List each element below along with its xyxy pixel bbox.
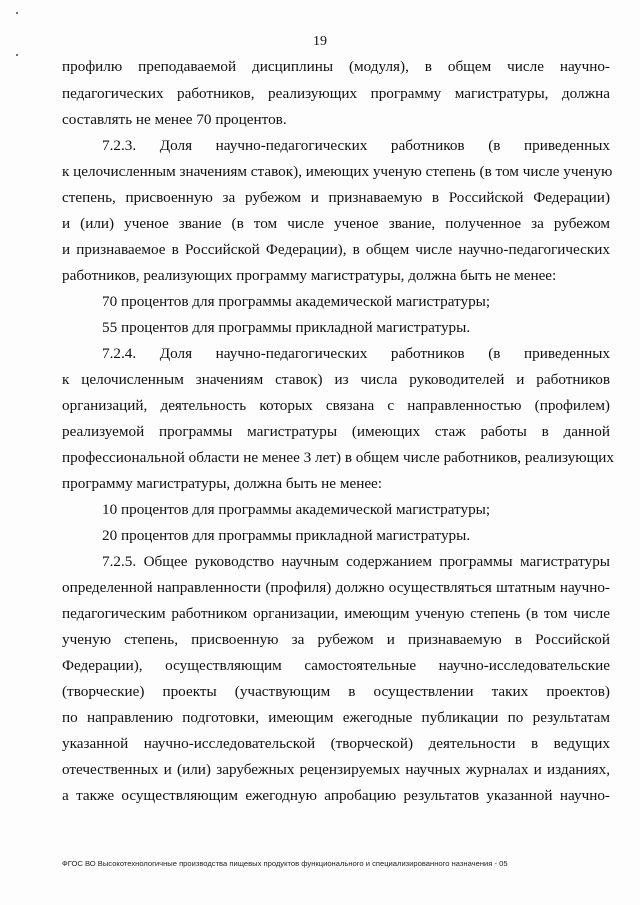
text-line: и признаваемое в Российской Федерации), в общем числе научно-педагогических xyxy=(62,241,610,258)
text-line: к целочисленным значениям ставок), имеющих ученую степень (в том числе ученую xyxy=(62,163,613,180)
text-line: степень, присвоенную за рубежом и признаваемую в Российской Федерации) xyxy=(62,189,610,206)
text-line: по направлению подготовки, имеющим ежегодные публикации по результатам xyxy=(62,709,610,726)
text-line: 55 процентов для программы прикладной магистратуры. xyxy=(102,319,471,336)
text-line: профессиональной области не менее 3 лет) в общем числе работников, реализующих xyxy=(62,449,615,466)
text-line: 10 процентов для программы академической магистратуры; xyxy=(102,501,491,518)
text-line: 7.2.3. Доля научно-педагогических работников (в приведенных xyxy=(102,137,610,154)
text-line: 70 процентов для программы академической магистратуры; xyxy=(102,293,491,310)
text-line: отечественных и (или) зарубежных рецензируемых научных журналах и изданиях, xyxy=(62,761,610,778)
text-line: 7.2.4. Доля научно-педагогических работников (в приведенных xyxy=(102,345,610,362)
page-footer: ФГОС ВО Высокотехнологичные производства пищевых продуктов функционального и специализированного назначения - 05 xyxy=(62,859,508,868)
text-line: 20 процентов для программы прикладной магистратуры. xyxy=(102,527,471,544)
text-line: а также осуществляющим ежегодную апробацию результатов указанной научно- xyxy=(62,787,610,804)
scan-speck xyxy=(16,12,18,14)
text-line: к целочисленным значениям ставок) из числа руководителей и работников xyxy=(62,371,610,388)
text-line: программу магистратуры, должна быть не менее: xyxy=(62,475,383,492)
text-line: указанной научно-исследовательской (творческой) деятельности в ведущих xyxy=(62,735,610,752)
text-line: педагогических работников, реализующих программу магистратуры, должна xyxy=(62,85,610,102)
page-number: 19 xyxy=(313,34,327,49)
text-line: ученую степень, присвоенную за рубежом и признаваемую в Российской xyxy=(62,631,610,648)
scan-speck xyxy=(16,54,18,56)
text-line: и (или) ученое звание (в том числе ученое звание, полученное за рубежом xyxy=(62,215,610,232)
text-line: Федерации), осуществляющим самостоятельные научно-исследовательские xyxy=(62,657,610,674)
text-line: 7.2.5. Общее руководство научным содержанием программы магистратуры xyxy=(102,553,610,570)
text-line: организаций, деятельность которых связана с направленностью (профилем) xyxy=(62,397,610,414)
text-line: реализуемой программы магистратуры (имеющих стаж работы в данной xyxy=(62,423,610,440)
text-line: составлять не менее 70 процентов. xyxy=(62,111,287,128)
text-line: профилю преподаваемой дисциплины (модуля), в общем числе научно- xyxy=(62,58,610,75)
text-line: работников, реализующих программу магистратуры, должна быть не менее: xyxy=(62,267,557,284)
text-line: педагогическим работником организации, имеющим ученую степень (в том числе xyxy=(62,605,610,622)
text-line: (творческие) проекты (участвующим в осуществлении таких проектов) xyxy=(62,683,610,700)
text-line: определенной направленности (профиля) должно осуществляться штатным научно- xyxy=(62,579,610,596)
